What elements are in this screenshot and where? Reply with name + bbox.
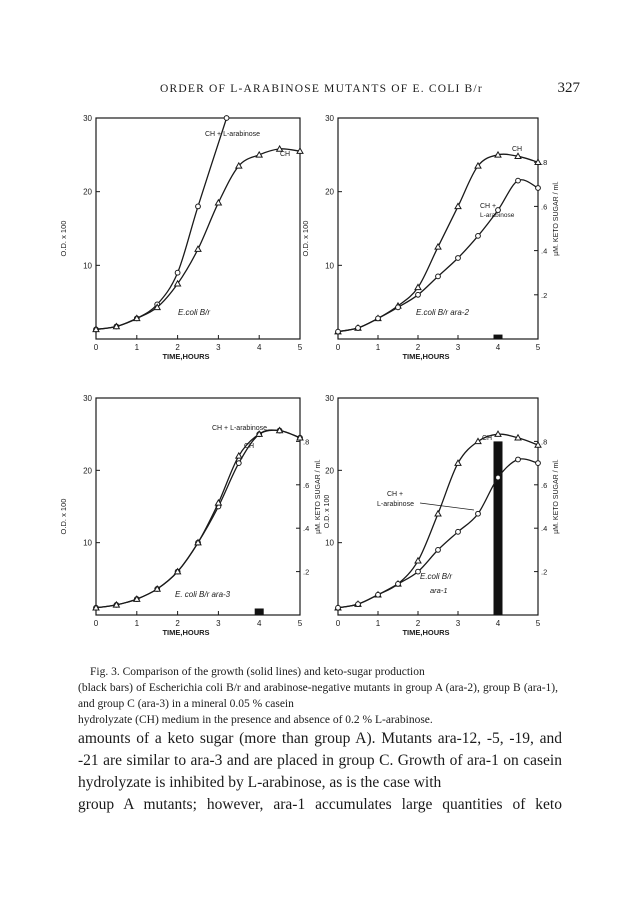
triangle-marker [455,460,461,465]
x-tick-label: 4 [256,343,262,352]
circle-marker [376,592,381,597]
y-tick-label: 10 [325,538,334,548]
x-tick-label: 5 [535,619,541,628]
series-label-arabinose: CH + L-arabinose [212,425,268,432]
y2-tick-label: .8 [541,437,548,447]
x-axis-label: TIME,HOURS [162,352,210,361]
page-number: 327 [557,80,580,96]
caption-fig-label: Fig. 3. [90,666,120,678]
y-tick-label: 30 [83,114,92,123]
series-label-ch: CH [512,146,523,153]
x-tick-label: 2 [175,619,180,628]
triangle-marker [455,203,461,208]
series-line [96,118,227,329]
circle-marker [175,270,180,275]
circle-marker [356,602,361,607]
series-label-arabinose-line1: CH + [387,491,404,498]
y2-tick-label: .6 [541,202,548,212]
y2-axis-label: µM. KETO SUGAR / ml. [553,459,560,534]
strain-label: E.coli B/r ara-2 [416,308,469,317]
triangle-marker [435,244,441,249]
label-leader-line [420,503,474,510]
panel-bottom-right [325,394,560,637]
circle-marker [396,581,401,586]
series-label-ch: CH [482,435,493,442]
y-tick-label: 20 [83,187,92,197]
circle-marker [476,511,481,516]
triangle-marker [415,558,421,563]
figure-caption [78,664,558,728]
triangle-marker [475,438,481,443]
x-tick-label: 0 [93,619,99,628]
x-axis-label: TIME,HOURS [402,628,450,637]
caption-text-line1: Comparison of the growth (solid lines) and keto-sugar production [122,666,425,678]
figure-svg [0,105,638,665]
triangle-marker [195,246,201,251]
x-tick-label: 1 [134,619,140,628]
y2-tick-label: .6 [541,480,548,490]
strain-label: E.coli B/r [178,308,211,317]
caption-text-rest: (black bars) of Escherichia coli B/r and arabinose-negative mutants in group A (ara-2), group B (ara-1), and group C (ara-3) in a mineral 0.05 % casein [78,682,558,710]
y-tick-label: 10 [83,261,92,271]
x-tick-label: 2 [415,619,421,628]
y-tick-label: 20 [325,466,334,476]
y2-axis-label: µM. KETO SUGAR / ml. [553,181,560,256]
triangle-marker [435,511,441,516]
series-line [96,149,300,330]
keto-sugar-bar [494,335,503,339]
y2-tick-label: .8 [541,158,548,168]
series-label-arabinose-line2: L-arabinose [377,501,414,508]
x-tick-label: 3 [216,343,221,352]
x-tick-label: 1 [375,343,381,352]
triangle-marker [215,200,221,205]
y2-axis-label: µM. KETO SUGAR / ml. [315,459,322,534]
circle-marker [456,529,461,534]
running-head [60,80,580,100]
x-tick-label: 1 [375,619,381,628]
circle-marker [496,475,501,480]
circle-marker [456,256,461,261]
series-line [338,434,538,608]
running-title: ORDER OF L-ARABINOSE MUTANTS OF E. COLI B/r [160,83,483,95]
circle-marker [224,116,229,121]
circle-marker [436,274,441,279]
series-label-ch: CH [244,443,255,450]
series-label-ch: CH [280,151,291,158]
y-axis-label: O.D. x 100 [59,220,68,257]
y-tick-label: 30 [83,394,92,403]
series-line [338,154,538,331]
x-axis-label: TIME,HOURS [162,628,210,637]
series-line [96,430,300,608]
y2-tick-label: .2 [303,567,310,577]
x-tick-label: 2 [415,343,421,352]
x-tick-label: 5 [297,343,303,352]
figure-3 [0,105,638,665]
x-tick-label: 0 [93,343,99,352]
series-label-arabinose: CH + L-arabinose [205,131,261,138]
x-tick-label: 3 [455,343,461,352]
x-tick-label: 5 [297,619,303,628]
circle-marker [196,204,201,209]
y-axis-label: O.D. x 100 [301,220,310,257]
y-axis-label: O.D. x 100 [59,498,68,535]
y2-tick-label: .2 [541,567,548,577]
circle-marker [336,605,341,610]
x-tick-label: 3 [455,619,461,628]
x-tick-label: 1 [134,343,140,352]
circle-marker [376,316,381,321]
y2-tick-label: .4 [541,524,548,534]
x-tick-label: 5 [535,343,541,352]
series-label-arabinose-line2: L-arabinose [480,212,515,219]
plot-frame [338,398,538,615]
caption-first-line [78,664,558,680]
y-tick-label: 10 [325,261,334,271]
y-tick-label: 20 [325,187,334,197]
circle-marker [516,178,521,183]
x-tick-label: 2 [175,343,180,352]
x-tick-label: 4 [256,619,262,628]
series-line [96,430,300,608]
x-tick-label: 0 [335,619,341,628]
circle-marker [476,233,481,238]
circle-marker [336,329,341,334]
y-tick-label: 30 [325,394,334,403]
y2-tick-label: .6 [303,480,310,490]
y-tick-label: 30 [325,114,334,123]
keto-sugar-bar [494,441,503,615]
body-text-last: group A mutants; however, ara-1 accumulates large quantities of keto [78,796,562,813]
circle-marker [536,461,541,466]
x-tick-label: 4 [495,343,501,352]
circle-marker [416,292,421,297]
y-tick-label: 20 [83,466,92,476]
circle-marker [516,457,521,462]
body-text-main: amounts of a keto sugar (more than group A). Mutants ara-12, -5, -19, and -21 are similar to ara-3 and are placed in group C. Growth of ara-1 on casein hydrolyzate is inhibited by L-arabinose, as is the case with [78,730,562,791]
x-axis-label: TIME,HOURS [402,352,450,361]
y-tick-label: 10 [83,538,92,548]
strain-label: E.coli B/r [420,572,453,581]
keto-sugar-bar [255,608,264,615]
y2-tick-label: .2 [541,290,548,300]
circle-marker [436,548,441,553]
caption-text-last: hydrolyzate (CH) medium in the presence and absence of 0.2 % L-arabinose. [78,714,433,726]
series-label-arabinose-line1: CH + [480,203,497,210]
y2-axis-label-2: O.D. x 100 [324,494,331,529]
circle-marker [396,305,401,310]
plot-frame [338,118,538,339]
y2-tick-label: .4 [303,524,310,534]
y2-tick-label: .8 [303,437,310,447]
strain-label: E. coli B/r ara-3 [175,590,231,599]
x-tick-label: 4 [495,619,501,628]
x-tick-label: 3 [216,619,221,628]
strain-label-2: ara-1 [430,586,448,595]
x-tick-label: 0 [335,343,341,352]
circle-marker [536,186,541,191]
body-paragraph [78,728,562,816]
circle-marker [356,326,361,331]
circle-marker [236,461,241,466]
panel-bottom-left [59,394,331,637]
panel-top-left [59,114,303,361]
y2-tick-label: .4 [541,246,548,256]
